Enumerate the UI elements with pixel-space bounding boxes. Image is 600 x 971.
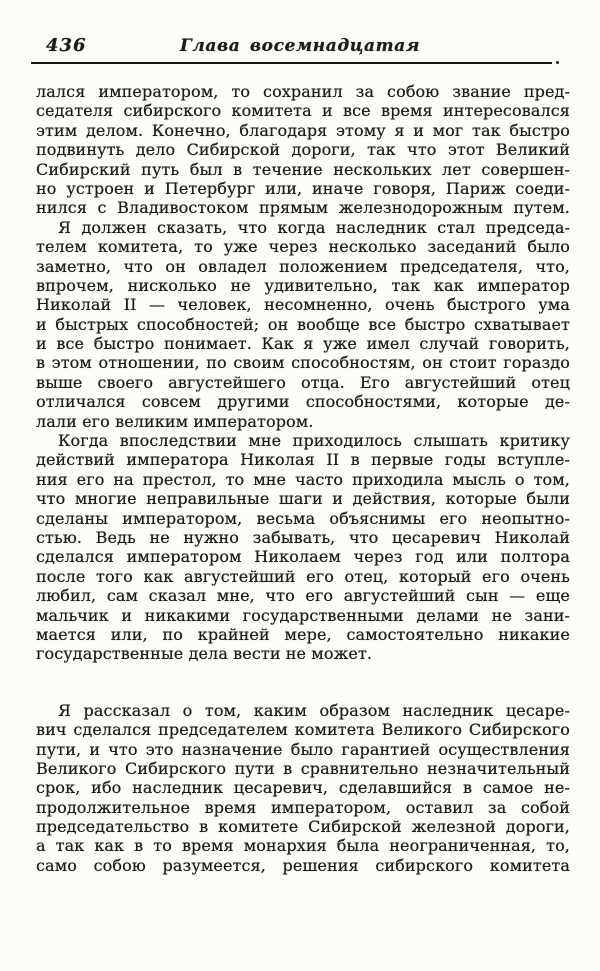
text-line: седателя сибирского комитета и все время интересовался — [36, 101, 570, 121]
paragraph — [36, 218, 570, 431]
chapter-title: Глава восемнадцатая — [180, 36, 420, 56]
text-line: выше своего августейшего отца. Его августейший отец — [36, 372, 570, 392]
text-line: телем комитета, то уже через несколько заседаний было — [36, 237, 570, 257]
text-line: Когда впоследствии мне приходилось слышать критику — [58, 431, 570, 451]
section-break — [36, 664, 570, 701]
text-line: лали его великим императором. — [36, 411, 314, 431]
text-line: мается или, по крайней мере, самостоятельно никакие — [36, 624, 570, 644]
page-number: 436 — [46, 35, 87, 56]
paragraph — [36, 431, 570, 664]
header-rule — [31, 62, 552, 64]
text-line: впрочем, нисколько не удивительно, так как император — [36, 275, 570, 295]
text-line: сделался императором Николаем через год или полтора — [36, 547, 570, 567]
text-line: ния его на престол, то мне часто приходила мысль о том, — [36, 469, 570, 489]
text-line: сделаны императором, весьма объяснимы его неопытно- — [36, 508, 570, 528]
text-line: лался императором, то сохранил за собою звание пред- — [36, 82, 570, 101]
text-line: продолжительное время императором, оставил за собой — [36, 797, 570, 817]
page-header — [0, 0, 600, 62]
text-line: нился с Владивостоком прямым железнодорожным путем. — [36, 198, 570, 218]
text-line: подвинуть дело Сибирской дороги, так что этот Великий — [36, 140, 570, 160]
text-line: а так как в то время монархия была неограниченная, то, — [36, 836, 570, 856]
text-line: заметно, что он овладел положением председателя, что, — [36, 256, 570, 276]
text-line: Николай II — человек, несомненно, очень быстрого ума — [36, 295, 570, 315]
text-line: любил, сам сказал мне, что его августейший сын — еще — [36, 586, 570, 606]
text-line: государственные дела вести не может. — [36, 644, 373, 664]
text-line: что многие неправильные шаги и действия, которые были — [36, 489, 570, 509]
text-line: председательство в комитете Сибирской железной дороги, — [36, 817, 570, 837]
text-line: и все быстро понимает. Как я уже имел случай говорить, — [36, 334, 570, 354]
text-line: пути, и что это назначение было гарантией осуществления — [36, 739, 570, 759]
text-line: Великого Сибирского пути в сравнительно незначительный — [36, 758, 570, 778]
rule-end-dot — [556, 61, 559, 64]
text-line: Я должен сказать, что когда наследник стал председа- — [58, 217, 570, 237]
text-line: после того как августейший его отец, который его очень — [36, 566, 570, 586]
text-line: Сибирский путь был в течение нескольких лет совершен- — [36, 159, 570, 179]
text-line: Я рассказал о том, каким образом наследник цесаре- — [58, 700, 570, 720]
text-line: само собою разумеется, решения сибирского комитета — [36, 855, 570, 875]
text-line: отличался совсем другими способностями, которые де- — [36, 392, 570, 412]
text-line: стью. Ведь не нужно забывать, что цесаревич Николай — [36, 527, 570, 547]
text-line: этим делом. Конечно, благодаря этому я и мог так быстро — [36, 120, 570, 140]
text-line: в этом отношении, по своим способностям, он стоит гораздо — [36, 353, 570, 373]
text-line: но устроен и Петербург или, иначе говоря, Париж соеди- — [36, 178, 570, 198]
paragraph — [36, 82, 570, 218]
page-body — [36, 82, 570, 875]
text-line: вич сделался председателем комитета Великого Сибирского — [36, 720, 570, 740]
text-line: действий императора Николая II в первые годы вступле- — [36, 450, 570, 470]
paragraph — [36, 701, 570, 876]
text-line: мальчик и никакими государственными делами не зани- — [36, 605, 570, 625]
text-line: срок, ибо наследник цесаревич, сделавшийся в самое не- — [36, 778, 570, 798]
text-line: и быстрых способностей; он вообще все быстро схватывает — [36, 314, 570, 334]
